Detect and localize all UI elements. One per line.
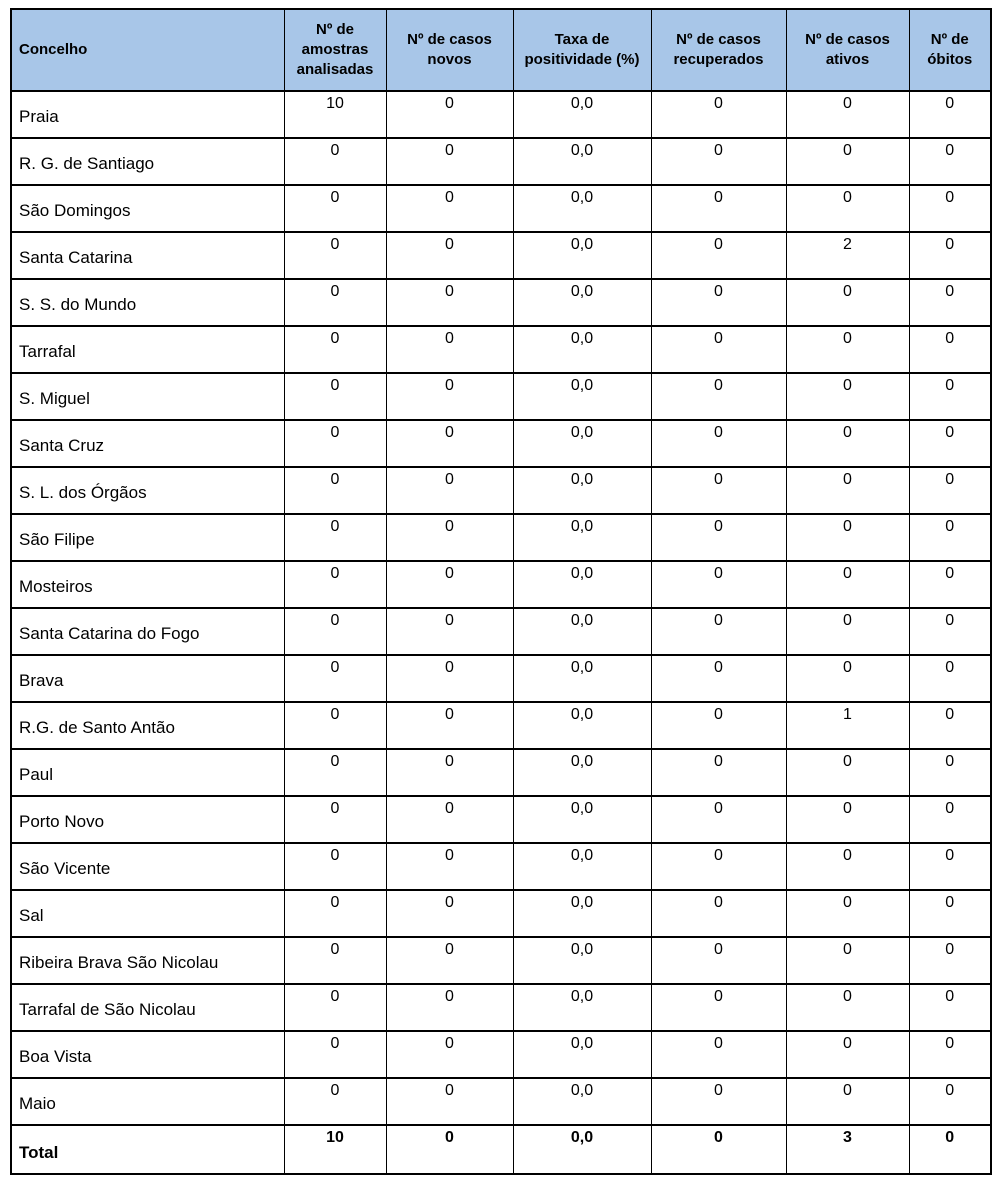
concelho-cell: Brava [11, 655, 284, 702]
table-row [11, 984, 991, 1031]
value-cell: 0 [284, 514, 386, 561]
value-cell: 0 [284, 890, 386, 937]
value-cell: 0 [786, 185, 909, 232]
value-cell: 0 [651, 373, 786, 420]
table-row [11, 138, 991, 185]
header-casos-recuperados: Nº de casos recuperados [651, 9, 786, 91]
concelho-cell: Ribeira Brava São Nicolau [11, 937, 284, 984]
value-cell: 0 [284, 326, 386, 373]
value-cell: 0,0 [513, 420, 651, 467]
value-cell: 0 [909, 232, 991, 279]
value-cell: 0 [386, 232, 513, 279]
table-row [11, 1078, 991, 1125]
table-row [11, 232, 991, 279]
concelho-cell: Santa Catarina [11, 232, 284, 279]
value-cell: 3 [786, 1125, 909, 1174]
value-cell: 0 [909, 608, 991, 655]
table-row [11, 937, 991, 984]
value-cell: 0 [786, 937, 909, 984]
value-cell: 0,0 [513, 185, 651, 232]
value-cell: 0 [786, 373, 909, 420]
value-cell: 0 [386, 702, 513, 749]
value-cell: 0 [386, 561, 513, 608]
covid-municipality-table [10, 8, 992, 1175]
value-cell: 0 [786, 749, 909, 796]
value-cell: 10 [284, 1125, 386, 1174]
value-cell: 0 [284, 561, 386, 608]
table-header [11, 9, 991, 91]
value-cell: 0 [909, 420, 991, 467]
header-casos-novos: Nº de casos novos [386, 9, 513, 91]
value-cell: 0,0 [513, 232, 651, 279]
header-casos-ativos: Nº de casos ativos [786, 9, 909, 91]
value-cell: 0 [786, 326, 909, 373]
concelho-cell: R.G. de Santo Antão [11, 702, 284, 749]
value-cell: 0 [651, 796, 786, 843]
total-row [11, 1125, 991, 1174]
value-cell: 0 [284, 984, 386, 1031]
value-cell: 0,0 [513, 843, 651, 890]
value-cell: 0 [386, 608, 513, 655]
table-row [11, 467, 991, 514]
value-cell: 0,0 [513, 1125, 651, 1174]
table-row [11, 749, 991, 796]
value-cell: 0 [786, 1031, 909, 1078]
value-cell: 10 [284, 91, 386, 138]
value-cell: 0 [651, 514, 786, 561]
value-cell: 0 [651, 890, 786, 937]
value-cell: 0 [786, 984, 909, 1031]
concelho-cell: Tarrafal de São Nicolau [11, 984, 284, 1031]
value-cell: 0,0 [513, 1031, 651, 1078]
value-cell: 0 [651, 1125, 786, 1174]
value-cell: 0 [786, 420, 909, 467]
value-cell: 0 [909, 702, 991, 749]
value-cell: 0 [284, 1031, 386, 1078]
value-cell: 0 [651, 232, 786, 279]
value-cell: 0 [909, 796, 991, 843]
concelho-cell: S. S. do Mundo [11, 279, 284, 326]
value-cell: 0,0 [513, 326, 651, 373]
table-row [11, 1031, 991, 1078]
value-cell: 0 [386, 185, 513, 232]
value-cell: 0 [786, 796, 909, 843]
value-cell: 0 [909, 185, 991, 232]
value-cell: 0,0 [513, 467, 651, 514]
value-cell: 0 [284, 420, 386, 467]
value-cell: 0,0 [513, 373, 651, 420]
value-cell: 0 [284, 232, 386, 279]
value-cell: 0,0 [513, 138, 651, 185]
value-cell: 0 [284, 749, 386, 796]
value-cell: 0 [909, 890, 991, 937]
value-cell: 0 [909, 1031, 991, 1078]
value-cell: 0 [909, 1125, 991, 1174]
table-row [11, 796, 991, 843]
value-cell: 0 [284, 1078, 386, 1125]
value-cell: 0 [386, 796, 513, 843]
header-taxa-positividade: Taxa de positividade (%) [513, 9, 651, 91]
value-cell: 0 [386, 749, 513, 796]
value-cell: 0 [651, 326, 786, 373]
table-row [11, 890, 991, 937]
value-cell: 0 [909, 91, 991, 138]
value-cell: 0 [651, 1078, 786, 1125]
value-cell: 0 [386, 420, 513, 467]
value-cell: 0 [909, 749, 991, 796]
header-amostras-analisadas: Nº de amostras analisadas [284, 9, 386, 91]
value-cell: 0 [386, 514, 513, 561]
value-cell: 0 [386, 1125, 513, 1174]
value-cell: 0 [786, 561, 909, 608]
value-cell: 0,0 [513, 608, 651, 655]
value-cell: 0 [786, 514, 909, 561]
value-cell: 0 [284, 185, 386, 232]
value-cell: 0 [284, 279, 386, 326]
value-cell: 0 [386, 655, 513, 702]
value-cell: 0,0 [513, 937, 651, 984]
value-cell: 2 [786, 232, 909, 279]
value-cell: 0 [386, 843, 513, 890]
table-row [11, 91, 991, 138]
concelho-cell: Boa Vista [11, 1031, 284, 1078]
value-cell: 0 [909, 1078, 991, 1125]
value-cell: 0 [786, 655, 909, 702]
value-cell: 0,0 [513, 561, 651, 608]
table-row [11, 420, 991, 467]
value-cell: 0 [386, 373, 513, 420]
table-row [11, 702, 991, 749]
value-cell: 0 [909, 467, 991, 514]
value-cell: 0,0 [513, 749, 651, 796]
value-cell: 0 [651, 420, 786, 467]
header-obitos: Nº de óbitos [909, 9, 991, 91]
value-cell: 0,0 [513, 655, 651, 702]
table-row [11, 185, 991, 232]
value-cell: 0 [386, 937, 513, 984]
concelho-cell: São Vicente [11, 843, 284, 890]
concelho-cell: Tarrafal [11, 326, 284, 373]
value-cell: 0 [786, 467, 909, 514]
value-cell: 0 [651, 843, 786, 890]
concelho-cell: São Filipe [11, 514, 284, 561]
value-cell: 0 [909, 984, 991, 1031]
value-cell: 0 [909, 326, 991, 373]
value-cell: 0,0 [513, 890, 651, 937]
table-row [11, 655, 991, 702]
value-cell: 0,0 [513, 702, 651, 749]
value-cell: 0 [386, 890, 513, 937]
value-cell: 0 [651, 467, 786, 514]
value-cell: 0,0 [513, 1078, 651, 1125]
table-body [11, 91, 991, 1174]
table-row [11, 561, 991, 608]
value-cell: 0 [909, 138, 991, 185]
header-row [11, 9, 991, 91]
value-cell: 0 [786, 1078, 909, 1125]
value-cell: 0,0 [513, 984, 651, 1031]
value-cell: 0 [386, 1078, 513, 1125]
value-cell: 0 [284, 702, 386, 749]
concelho-cell: São Domingos [11, 185, 284, 232]
value-cell: 0,0 [513, 279, 651, 326]
value-cell: 0 [386, 984, 513, 1031]
value-cell: 0 [651, 279, 786, 326]
value-cell: 0 [386, 1031, 513, 1078]
value-cell: 0 [386, 279, 513, 326]
value-cell: 0 [651, 1031, 786, 1078]
concelho-cell: Paul [11, 749, 284, 796]
value-cell: 0 [284, 467, 386, 514]
value-cell: 0 [651, 937, 786, 984]
value-cell: 0 [651, 138, 786, 185]
value-cell: 0 [651, 185, 786, 232]
table-row [11, 279, 991, 326]
value-cell: 0 [651, 655, 786, 702]
value-cell: 0,0 [513, 514, 651, 561]
table-row [11, 326, 991, 373]
value-cell: 0 [909, 279, 991, 326]
value-cell: 0 [651, 91, 786, 138]
value-cell: 0 [651, 984, 786, 1031]
value-cell: 0,0 [513, 796, 651, 843]
value-cell: 1 [786, 702, 909, 749]
value-cell: 0 [386, 326, 513, 373]
value-cell: 0 [386, 91, 513, 138]
value-cell: 0 [786, 279, 909, 326]
concelho-cell: Praia [11, 91, 284, 138]
value-cell: 0 [284, 796, 386, 843]
value-cell: 0 [786, 91, 909, 138]
value-cell: 0 [284, 843, 386, 890]
concelho-cell: S. Miguel [11, 373, 284, 420]
value-cell: 0 [284, 138, 386, 185]
concelho-cell: R. G. de Santiago [11, 138, 284, 185]
value-cell: 0 [786, 843, 909, 890]
value-cell: 0 [786, 890, 909, 937]
value-cell: 0 [386, 467, 513, 514]
table-row [11, 373, 991, 420]
value-cell: 0,0 [513, 91, 651, 138]
table-row [11, 514, 991, 561]
value-cell: 0 [284, 655, 386, 702]
value-cell: 0 [651, 608, 786, 655]
concelho-cell: Porto Novo [11, 796, 284, 843]
value-cell: 0 [284, 608, 386, 655]
value-cell: 0 [651, 749, 786, 796]
value-cell: 0 [786, 608, 909, 655]
value-cell: 0 [909, 561, 991, 608]
concelho-cell: S. L. dos Órgãos [11, 467, 284, 514]
concelho-cell: Maio [11, 1078, 284, 1125]
value-cell: 0 [386, 138, 513, 185]
value-cell: 0 [786, 138, 909, 185]
concelho-cell: Santa Cruz [11, 420, 284, 467]
concelho-cell: Santa Catarina do Fogo [11, 608, 284, 655]
value-cell: 0 [651, 702, 786, 749]
value-cell: 0 [909, 843, 991, 890]
value-cell: 0 [284, 937, 386, 984]
value-cell: 0 [651, 561, 786, 608]
concelho-cell: Sal [11, 890, 284, 937]
concelho-cell: Mosteiros [11, 561, 284, 608]
value-cell: 0 [909, 514, 991, 561]
concelho-cell: Total [11, 1125, 284, 1174]
value-cell: 0 [909, 373, 991, 420]
table-row [11, 843, 991, 890]
header-concelho: Concelho [11, 9, 284, 91]
value-cell: 0 [909, 655, 991, 702]
value-cell: 0 [909, 937, 991, 984]
table-row [11, 608, 991, 655]
value-cell: 0 [284, 373, 386, 420]
